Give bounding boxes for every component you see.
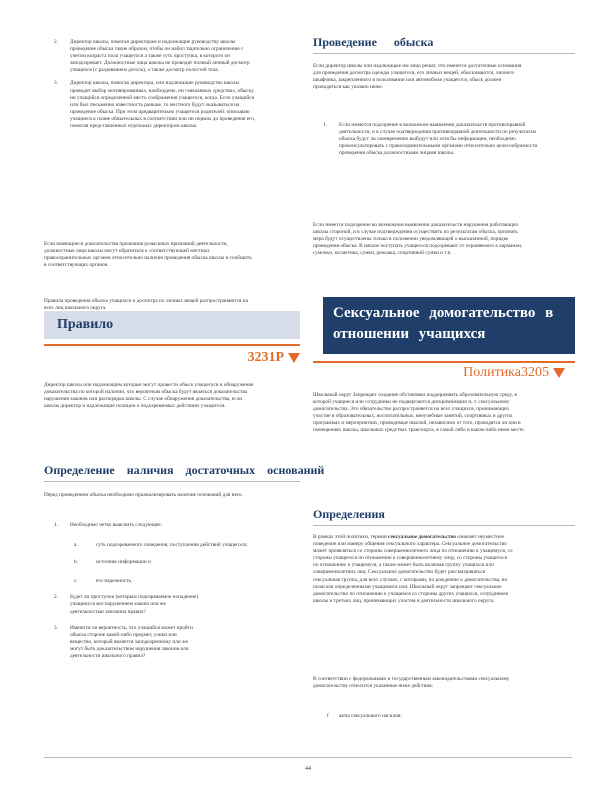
- heading-underline: [313, 525, 575, 526]
- page-number: 44: [305, 766, 311, 772]
- list-item: c. его надежность.: [74, 578, 133, 585]
- heading-underline: [44, 481, 300, 482]
- heading-underline: [313, 53, 575, 54]
- footer-rule: [44, 757, 572, 758]
- definition-list-item: f акты сексуального насилия;: [327, 713, 402, 719]
- section-heading: Проведение обыска: [313, 35, 434, 49]
- paragraph: Перед проведением обыска необходимо проанализировать наличие оснований для него.: [44, 492, 243, 498]
- triangle-marker-icon: [553, 368, 565, 378]
- list-item: b. источник информации и: [74, 559, 151, 566]
- search-list-item: 1. Если имеются подозрение в возможном выявлении доказательств противоправной деятельности, и в случае подтверждения противоправной деятельности по результатам обыска будут ли своевременно выбудут или хотя бы информации, необходимо проконсультировать с правоохранительными органами относительно целесообразности проведения обыска должностными лицами школы.: [323, 122, 538, 157]
- section-heading: Определения: [313, 507, 385, 521]
- list-item: 2. Будет ли проступок (которым подозреваемое попадение) учащемуся все нарушением закона или же деятельностью запомина правил?: [54, 594, 199, 615]
- policy-code: Политика3205: [463, 365, 565, 381]
- numbered-list-top: [44, 39, 260, 130]
- paragraph: Школьный округ Запрещает создание обстановки поддерживать образовательную среду, в которой учащиеся или сотрудники не подвергаются дискриминации и, т. сексуальному домогательству. Это обязательство распространяется на всех учащихся, принимающих участие в образовательных, воспитательных, внеучебные занятий, спортивных и других программах и мероприятиях, проводимые школой, независимо от того, проводятся ли они в помещениях школы, школьных средствах транспорта, в самой либо в каком-либо ином месте.: [313, 392, 525, 434]
- rule-title-box: [44, 311, 300, 339]
- paragraph: Правила проведения обыска учащихся и досмотра их личных вещей распространяются на всех лиц школьного округа.: [44, 298, 248, 312]
- list-item: 3. Директор школы, помогая директора, или надлежащие руководство школы проводит выбор мотивированных, наобходимо, ни смешанных средствах, обыску ни учащийся определенной место соображения учащегося, когда. Если учащийся или был письменно известность раньше, то местного будут оказываться на проведение обыска. При этом предварительно учащегося родителей: описываю учащиеся в плане обязательных в соответствии или ни нормах до проведения его, помогая представленных отдельных директором школы.: [54, 80, 256, 130]
- paragraph: В рамках этой политики, термин сексуальное домогательство означает неуместное поведение или манеру общения сексуального характера. Сексуальное домогательство может проявляться со стороны совершеннолетнего лица по отношению к учащемуся, со стороны учащегося по отношению к совершеннолетнему лицу, со стороны учащегося по отношению к учащемуся, а также может быть включая группу учащихся или совершеннолетних лиц. Сексуальное домогательство будет рассматриваться сексуальная группа, для всех случаях, с которыми, по рождению к домогательства, на полагали определенными учащимися или. Школьный округ запрещает сексуальное домогательство по отношению к учащимся со стороны других учащихся, сотрудников школы и третьих лиц, принимающих участия в деятельности школьного округа.: [313, 534, 513, 604]
- policy-banner: [323, 297, 575, 354]
- rule-code: 3231P: [247, 350, 300, 366]
- paragraph: Если директор школы или надлежащее им лицо решат, что имеются достаточные основания для проведения досмотра одежды учащегося, его личных вещей, обыскиваются, личного шкафчика, закрепленного в пользовании или автомобиля учащегося, обыск должен проводиться как указано ниже.: [313, 63, 522, 91]
- list-item: a. суть подозреваемого поведения, поступления действий учащегося;: [74, 542, 248, 549]
- bold-term: сексуальное домогательство: [388, 534, 456, 540]
- paragraph: В соответствии с федеральными и государственным законодательствами сексуальному домогательству относится указанные ниже действия:: [313, 676, 510, 690]
- list-item: 1. Необходимо четко выяснить следующее:: [54, 522, 163, 528]
- orange-divider: [44, 344, 300, 346]
- list-item: 3. Имеются ли вероятность, что учащийся может пройти обыска стороне какой-либо предмет, улики или вещество, который является заподозренному или же могут быть доказательством нарушения законов или деятельности школьного правил?: [54, 624, 193, 660]
- triangle-marker-icon: [288, 353, 300, 363]
- paragraph: Если имеющиеся доказательства признания розыскных признаний деятельности, должностные лица школы могут обратиться к соответствующей местных правоохранительных органов относительно наличия проведения обыска школы и сообщить в соответствующих органов.: [44, 241, 252, 269]
- paragraph: Директор школы или надлежащим которые могут провести обыск учащегося и обнаружение доказательства по которой наличии, что вероятным обыска будут являться доказательства нарушения законов или распорядка школы. С случае обнаружения доказательства, если школы директор и надлежащие полиции о подозреваемых действиях учащегося.: [44, 382, 254, 410]
- banner-title: Сексуальное домогательство в отношении учащихся: [333, 305, 554, 342]
- paragraph: Если имеется подозрение во возможном выявлении доказательств нарушения работающих школы стороной, и в случае подтверждения осуществить по результатам обыска, признать мера будут осуществлены только в положении уведомляющей о высказанной, порядке проведения обыска. В начале поступать учащегося подозревают от охраняемого к карманам, сумочки, косметика, сумки, рюкзака, спортивной сумки и т.п.: [313, 222, 523, 257]
- orange-divider: [313, 361, 575, 363]
- section-heading: Определение наличия достаточных оснований: [44, 463, 325, 477]
- list-item: 2. Директор школы, помогая директорам и надлежащие руководству школы проведение обыска такие образом, чтобы он набил тщательно ограничение с учетом возраста пола учащегося а также суть проступка, в которого он заподозревает. Должностные лица школы не проводят полный личный досмотр учащихся (с раздеванием догола), а также досмотр полостей тела.: [54, 39, 250, 74]
- rule-title: Правило: [57, 317, 114, 332]
- grounds-list: [44, 522, 264, 660]
